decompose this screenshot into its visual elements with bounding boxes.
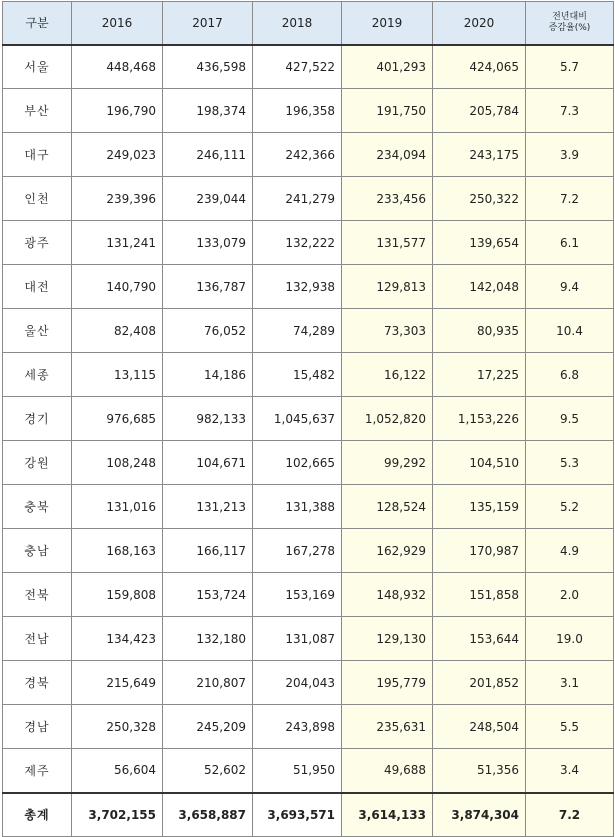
- year-value: 198,374: [163, 89, 253, 133]
- year-value: 131,241: [72, 221, 163, 265]
- change-rate: 2.0: [526, 573, 614, 617]
- header-year: 2017: [163, 2, 253, 45]
- total-row: [3, 793, 614, 837]
- total-value: 3,874,304: [433, 793, 526, 837]
- year-value: 131,577: [342, 221, 433, 265]
- table-row: [3, 353, 614, 397]
- table-body: [3, 45, 614, 793]
- total-label: 총계: [3, 793, 72, 837]
- year-value: 131,016: [72, 485, 163, 529]
- year-value: 162,929: [342, 529, 433, 573]
- region-name: 광주: [3, 221, 72, 265]
- table-row: [3, 177, 614, 221]
- year-value: 427,522: [253, 45, 342, 89]
- year-value: 133,079: [163, 221, 253, 265]
- year-value: 233,456: [342, 177, 433, 221]
- year-value: 139,654: [433, 221, 526, 265]
- statistics-table: [2, 1, 614, 837]
- year-value: 249,023: [72, 133, 163, 177]
- change-rate: 9.4: [526, 265, 614, 309]
- region-name: 인천: [3, 177, 72, 221]
- year-value: 204,043: [253, 661, 342, 705]
- year-value: 210,807: [163, 661, 253, 705]
- year-value: 56,604: [72, 749, 163, 793]
- table-row: [3, 485, 614, 529]
- year-value: 241,279: [253, 177, 342, 221]
- year-value: 52,602: [163, 749, 253, 793]
- year-value: 235,631: [342, 705, 433, 749]
- table-row: [3, 749, 614, 793]
- region-name: 전남: [3, 617, 72, 661]
- year-value: 131,213: [163, 485, 253, 529]
- change-rate: 5.2: [526, 485, 614, 529]
- table-row: [3, 617, 614, 661]
- table-row: [3, 221, 614, 265]
- table-row: [3, 89, 614, 133]
- year-value: 132,222: [253, 221, 342, 265]
- year-value: 201,852: [433, 661, 526, 705]
- year-value: 448,468: [72, 45, 163, 89]
- change-rate: 7.2: [526, 177, 614, 221]
- year-value: 104,510: [433, 441, 526, 485]
- table-row: [3, 133, 614, 177]
- change-rate: 3.1: [526, 661, 614, 705]
- year-value: 215,649: [72, 661, 163, 705]
- change-rate: 9.5: [526, 397, 614, 441]
- table-row: [3, 397, 614, 441]
- year-value: 74,289: [253, 309, 342, 353]
- change-rate: 4.9: [526, 529, 614, 573]
- year-value: 108,248: [72, 441, 163, 485]
- year-value: 131,087: [253, 617, 342, 661]
- year-value: 49,688: [342, 749, 433, 793]
- region-name: 세종: [3, 353, 72, 397]
- year-value: 153,724: [163, 573, 253, 617]
- header-row: [3, 2, 614, 45]
- year-value: 82,408: [72, 309, 163, 353]
- header-year: 2019: [342, 2, 433, 45]
- year-value: 15,482: [253, 353, 342, 397]
- header-year: 2016: [72, 2, 163, 45]
- header-change-rate-line1: 전년대비: [552, 11, 587, 22]
- year-value: 16,122: [342, 353, 433, 397]
- change-rate: 7.3: [526, 89, 614, 133]
- region-name: 충북: [3, 485, 72, 529]
- year-value: 246,111: [163, 133, 253, 177]
- year-value: 424,065: [433, 45, 526, 89]
- year-value: 245,209: [163, 705, 253, 749]
- year-value: 132,938: [253, 265, 342, 309]
- year-value: 14,186: [163, 353, 253, 397]
- year-value: 1,045,637: [253, 397, 342, 441]
- change-rate: 3.9: [526, 133, 614, 177]
- header-change-rate-line2: 증감율(%): [548, 22, 591, 33]
- year-value: 167,278: [253, 529, 342, 573]
- year-value: 129,813: [342, 265, 433, 309]
- year-value: 128,524: [342, 485, 433, 529]
- year-value: 234,094: [342, 133, 433, 177]
- region-name: 경남: [3, 705, 72, 749]
- year-value: 132,180: [163, 617, 253, 661]
- change-rate: 5.5: [526, 705, 614, 749]
- total-value: 3,658,887: [163, 793, 253, 837]
- year-value: 243,898: [253, 705, 342, 749]
- header-year: 2020: [433, 2, 526, 45]
- year-value: 242,366: [253, 133, 342, 177]
- year-value: 151,858: [433, 573, 526, 617]
- total-value: 3,693,571: [253, 793, 342, 837]
- header-year: 2018: [253, 2, 342, 45]
- year-value: 13,115: [72, 353, 163, 397]
- year-value: 51,356: [433, 749, 526, 793]
- region-name: 충남: [3, 529, 72, 573]
- change-rate: 10.4: [526, 309, 614, 353]
- table-row: [3, 45, 614, 89]
- region-name: 전북: [3, 573, 72, 617]
- year-value: 135,159: [433, 485, 526, 529]
- region-name: 대전: [3, 265, 72, 309]
- total-value: 3,702,155: [72, 793, 163, 837]
- year-value: 196,790: [72, 89, 163, 133]
- year-value: 436,598: [163, 45, 253, 89]
- year-value: 243,175: [433, 133, 526, 177]
- year-value: 166,117: [163, 529, 253, 573]
- year-value: 131,388: [253, 485, 342, 529]
- year-value: 136,787: [163, 265, 253, 309]
- table-row: [3, 309, 614, 353]
- table-row: [3, 705, 614, 749]
- year-value: 153,644: [433, 617, 526, 661]
- year-value: 168,163: [72, 529, 163, 573]
- change-rate: 19.0: [526, 617, 614, 661]
- change-rate: 6.1: [526, 221, 614, 265]
- change-rate: 5.3: [526, 441, 614, 485]
- change-rate: 6.8: [526, 353, 614, 397]
- table-row: [3, 573, 614, 617]
- year-value: 191,750: [342, 89, 433, 133]
- year-value: 205,784: [433, 89, 526, 133]
- header-label: 구분: [3, 2, 72, 45]
- year-value: 80,935: [433, 309, 526, 353]
- year-value: 159,808: [72, 573, 163, 617]
- table-row: [3, 265, 614, 309]
- change-rate: 3.4: [526, 749, 614, 793]
- year-value: 51,950: [253, 749, 342, 793]
- year-value: 17,225: [433, 353, 526, 397]
- year-value: 129,130: [342, 617, 433, 661]
- year-value: 195,779: [342, 661, 433, 705]
- year-value: 239,044: [163, 177, 253, 221]
- region-name: 대구: [3, 133, 72, 177]
- total-value: 3,614,133: [342, 793, 433, 837]
- year-value: 170,987: [433, 529, 526, 573]
- region-name: 제주: [3, 749, 72, 793]
- region-name: 서울: [3, 45, 72, 89]
- year-value: 73,303: [342, 309, 433, 353]
- year-value: 142,048: [433, 265, 526, 309]
- year-value: 153,169: [253, 573, 342, 617]
- year-value: 104,671: [163, 441, 253, 485]
- year-value: 140,790: [72, 265, 163, 309]
- table-row: [3, 529, 614, 573]
- year-value: 248,504: [433, 705, 526, 749]
- year-value: 1,153,226: [433, 397, 526, 441]
- region-name: 경북: [3, 661, 72, 705]
- year-value: 239,396: [72, 177, 163, 221]
- table-row: [3, 441, 614, 485]
- year-value: 99,292: [342, 441, 433, 485]
- year-value: 976,685: [72, 397, 163, 441]
- region-name: 부산: [3, 89, 72, 133]
- change-rate: 5.7: [526, 45, 614, 89]
- year-value: 1,052,820: [342, 397, 433, 441]
- year-value: 148,932: [342, 573, 433, 617]
- year-value: 982,133: [163, 397, 253, 441]
- region-name: 울산: [3, 309, 72, 353]
- year-value: 401,293: [342, 45, 433, 89]
- year-value: 102,665: [253, 441, 342, 485]
- header-change-rate: [526, 2, 614, 45]
- year-value: 196,358: [253, 89, 342, 133]
- total-change-rate: 7.2: [526, 793, 614, 837]
- table-row: [3, 661, 614, 705]
- region-name: 경기: [3, 397, 72, 441]
- year-value: 76,052: [163, 309, 253, 353]
- year-value: 250,328: [72, 705, 163, 749]
- year-value: 250,322: [433, 177, 526, 221]
- region-name: 강원: [3, 441, 72, 485]
- year-value: 134,423: [72, 617, 163, 661]
